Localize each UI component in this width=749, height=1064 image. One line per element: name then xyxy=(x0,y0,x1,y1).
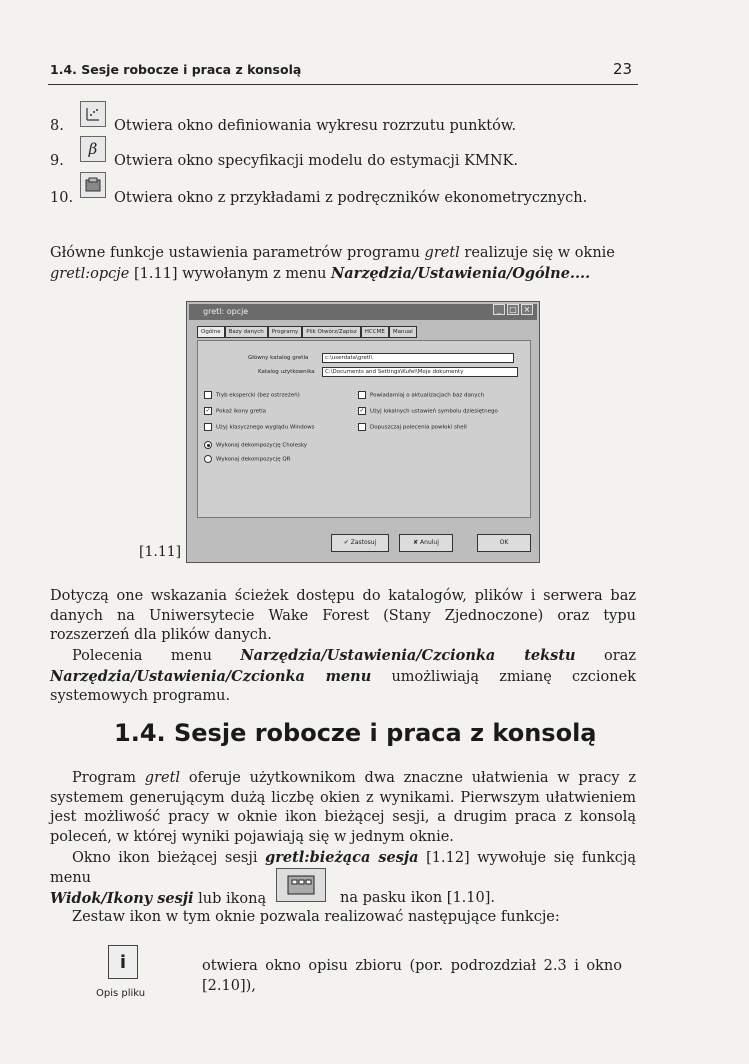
function-description: otwiera okno opisu zbioru (por. podrozdział 2.3 i okno [2.10]), xyxy=(202,958,622,994)
paragraph-session-window-cont: Widok/Ikony sesji lub ikoną xyxy=(50,890,267,907)
paragraph-session-intro: Program gretl oferuje użytkownikom dwa znaczne ułatwienia w pracy z systemem generującym dużą liczbę okien z wynikami. Pierwszym ułatwieniem jest możliwość pracy w oknie ikon bieżącej sesji, a drugim praca z konsolą poleceń, w której wyniki pojawiają się w jednym oknie. xyxy=(50,770,636,845)
running-header-title: 1.4. Sesje robocze i praca z konsolą xyxy=(50,62,302,77)
options-window-screenshot xyxy=(139,301,540,563)
maximize-icon[interactable]: □ xyxy=(507,304,519,315)
list-item-text: Otwiera okno z przykładami z podręczników ekonometrycznych. xyxy=(114,190,588,206)
tab-hccme[interactable]: HCCME xyxy=(361,326,389,338)
shell-commands-checkbox[interactable]: Dopuszczaj polecenia powłoki shell xyxy=(358,423,467,431)
page-number: 23 xyxy=(613,60,633,78)
paragraph-functions-intro: Zestaw ikon w tym oknie pozwala realizować następujące funkcje: xyxy=(72,909,560,925)
ok-button[interactable]: OK xyxy=(477,534,531,552)
file-info-icon-label: Opis pliku xyxy=(96,988,146,999)
apply-button[interactable]: ✔ Zastosuj xyxy=(331,534,389,552)
show-icons-checkbox[interactable]: ✓ Pokaż ikony gretla xyxy=(205,407,267,415)
main-dir-label: Główny katalog gretla xyxy=(248,355,309,361)
tab-file-open-save[interactable]: Plik Otwórz/Zapisz xyxy=(302,326,361,338)
textbook-data-icon xyxy=(80,172,106,198)
beta-model-icon: β xyxy=(80,136,106,162)
db-update-checkbox[interactable]: Powiadamiaj o aktualizacjach baz danych xyxy=(358,391,484,399)
user-dir-input[interactable]: C:\Documents and Settings\Kufel\Moje dokumenty xyxy=(322,367,518,377)
list-number: 8. xyxy=(50,118,64,134)
list-item-text: Otwiera okno definiowania wykresu rozrzutu punktów. xyxy=(114,118,517,134)
list-item-text: Otwiera okno specyfikacji modelu do estymacji KMNK. xyxy=(114,153,518,169)
window-title: gretl: opcje xyxy=(203,307,249,316)
cancel-button[interactable]: ✘ Anuluj xyxy=(399,534,453,552)
options-panel xyxy=(197,340,531,518)
user-dir-label: Katalog użytkownika xyxy=(258,369,315,375)
figure-label: [1.11] xyxy=(139,544,182,560)
plot-icon xyxy=(80,101,106,127)
close-icon[interactable]: × xyxy=(521,304,533,315)
locale-decimal-checkbox[interactable]: ✓ Użyj lokalnych ustawień symbolu dziesiętnego xyxy=(359,407,498,415)
file-info-icon: i xyxy=(108,945,138,979)
paragraph-session-window: Okno ikon bieżącej sesji gretl:bieżąca sesja [1.12] wywołuje się funkcją menu xyxy=(50,849,637,886)
classic-windows-checkbox[interactable]: Użyj klasycznego wyglądu Windows xyxy=(204,423,314,431)
paragraph-options: Główne funkcje ustawienia parametrów programu gretl realizuje się w oknie gretl:opcje [1.11] wywołanym z menu Narzędzia/Ustawienia/Ogólne.... xyxy=(50,245,615,282)
qr-radio[interactable]: Wykonaj dekompozycję QR xyxy=(204,455,291,463)
list-number: 9. xyxy=(50,153,64,169)
session-icons-icon xyxy=(276,868,326,902)
tab-programs[interactable]: Programy xyxy=(268,326,302,338)
paragraph-paths: Dotyczą one wskazania ścieżek dostępu do katalogów, plików i serwera baz danych na Uniwersytecie Wake Forest (Stany Zjednoczone) oraz typu rozszerzeń dla plików danych. xyxy=(50,588,636,643)
tab-general[interactable]: Ogólne xyxy=(197,326,225,338)
main-dir-input[interactable]: c:\userdata\gretl\ xyxy=(322,353,514,363)
header-rule xyxy=(48,84,638,85)
list-number: 10. xyxy=(50,190,74,206)
tab-manual[interactable]: Manual xyxy=(389,326,417,338)
section-heading: 1.4. Sesje robocze i praca z konsolą xyxy=(114,719,597,747)
options-tabs xyxy=(197,326,417,338)
window-titlebar xyxy=(189,304,537,320)
tab-databases[interactable]: Bazy danych xyxy=(225,326,268,338)
paragraph-fonts: Polecenia menu Narzędzia/Ustawienia/Czcionka tekstu oraz Narzędzia/Ustawienia/Czcionka menu umożliwiają zmianę czcionek systemowych programu. xyxy=(50,647,636,704)
expert-mode-checkbox[interactable]: Tryb ekspercki (bez ostrzeżeń) xyxy=(204,391,300,399)
cholesky-radio[interactable]: Wykonaj dekompozycję Cholesky xyxy=(204,441,307,449)
minimize-icon[interactable]: _ xyxy=(493,304,505,315)
paragraph-session-window-end: na pasku ikon [1.10]. xyxy=(340,890,496,906)
